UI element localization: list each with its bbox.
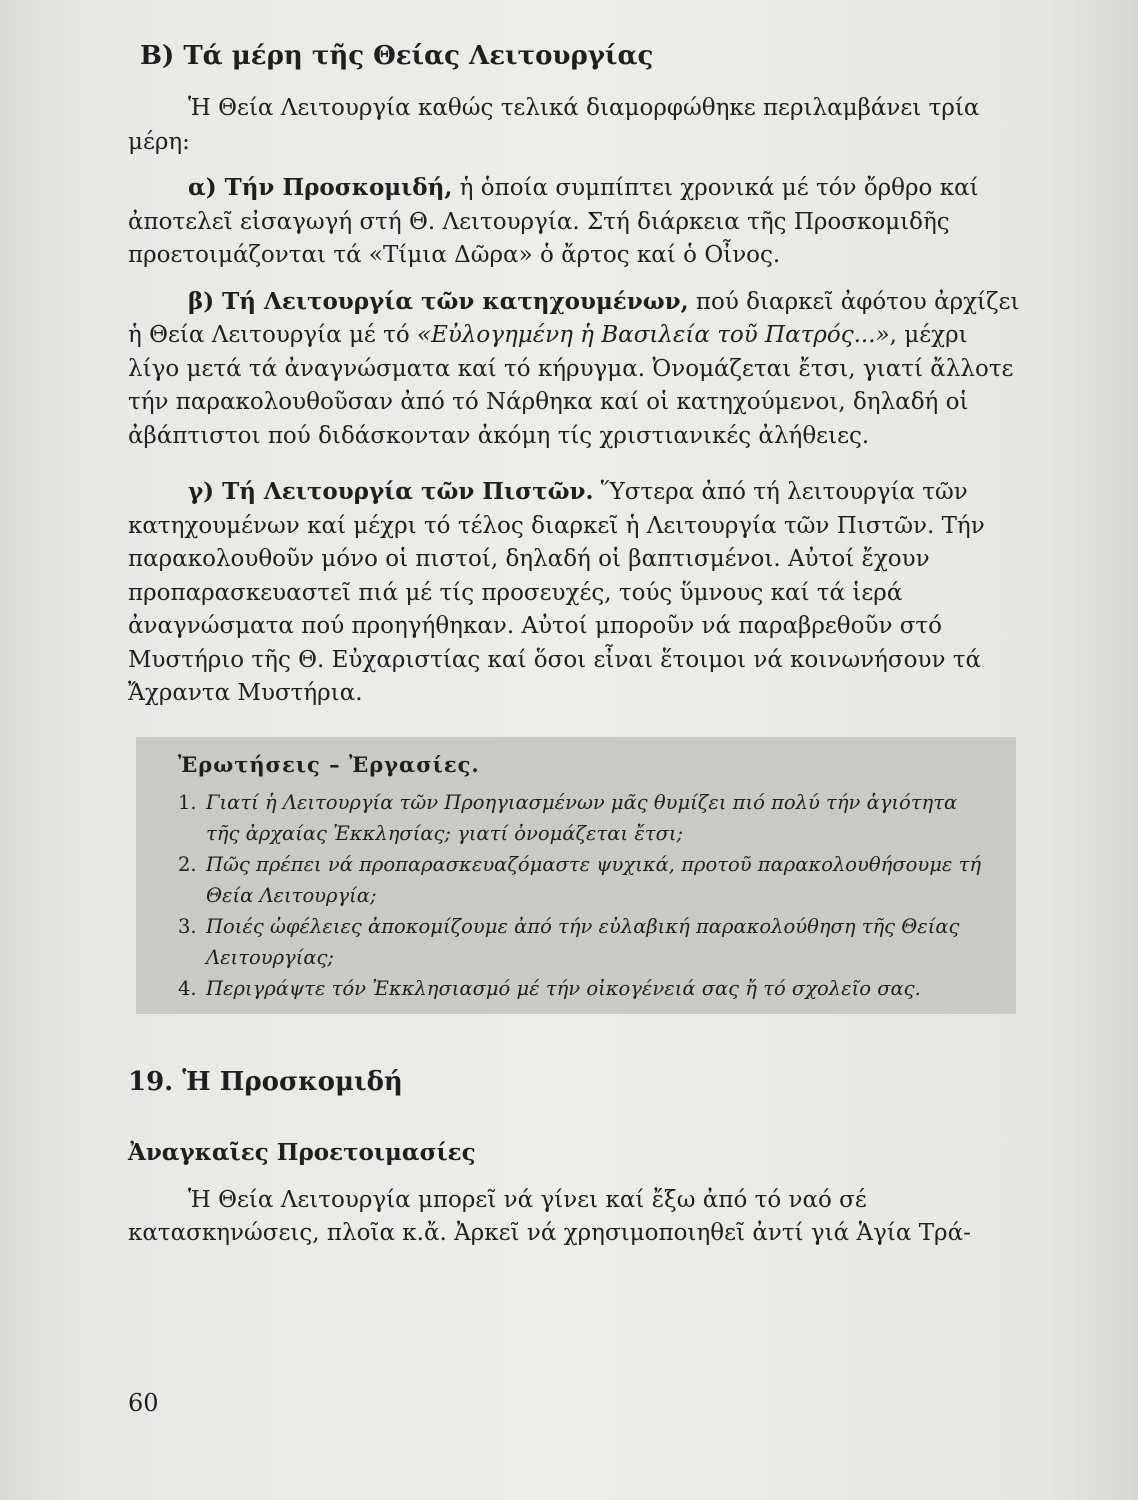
- part-b-label: β) Τή Λειτουργία τῶν κατηχουμένων,: [188, 287, 689, 315]
- chapter-title: 19. Ἡ Προσκομιδή: [128, 1066, 403, 1097]
- questions-list: [178, 787, 996, 1004]
- page-content: [128, 38, 1026, 1251]
- section-title: Β) Τά μέρη τῆς Θείας Λειτουργίας: [140, 41, 654, 71]
- page-number: 60: [128, 1389, 159, 1417]
- part-a-text: ἡ ὁποία συμπίπτει χρονικά μέ τόν ὄρθρο καί ἀποτελεῖ εἰσαγωγή στή Θ. Λειτουργία. Στή διάρκεια τῆς Προσκομιδῆς προετοιμάζονται τά «Τίμια Δῶρα» ὁ ἄρτος καί ὁ Οἶνος.: [128, 175, 979, 268]
- questions-title: Ἐρωτήσεις – Ἐργασίες.: [178, 751, 480, 777]
- question-text: Περιγράψτε τόν Ἐκκλησιασμό μέ τήν οἰκογένειά σας ἤ τό σχολεῖο σας.: [206, 976, 921, 1000]
- question-number: 4.: [178, 976, 197, 1000]
- part-b-text-before: πού διαρκεῖ ἀφότου ἀρχίζει ἡ Θεία Λειτουργία μέ τό: [128, 288, 1020, 348]
- question-number: 2.: [178, 852, 197, 876]
- part-b-paragraph: [128, 285, 1026, 454]
- question-number: 3.: [178, 914, 197, 938]
- part-c-text: Ὕστερα ἀπό τή λειτουργία τῶν κατηχουμένων καί μέχρι τό τέλος διαρκεῖ ἡ Λειτουργία τῶν Πιστῶν. Τήν παρακολουθοῦν μόνο οἱ πιστοί, δηλαδή οἱ βαπτισμένοι. Αὐτοί ἔχουν προπαρασκευαστεῖ πιά μέ τίς προσευχές, τούς ὕμνους καί τά ἱερά ἀναγνώσματα πού προηγήθηκαν. Αὐτοί μποροῦν νά παραβρεθοῦν στό Μυστήριο τῆς Θ. Εὐχαριστίας καί ὅσοι εἶναι ἕτοιμοι νά κοινωνήσουν τά Ἄχραντα Μυστήρια.: [128, 479, 985, 706]
- part-b-quote: «Εὐλογημένη ἡ Βασιλεία τοῦ Πατρός...»: [417, 322, 890, 348]
- question-item: [178, 849, 996, 911]
- part-b-text-after: , μέχρι λίγο μετά τά ἀναγνώσματα καί τό κήρυγμα. Ὀνομάζεται ἔτσι, γιατί ἄλλοτε τήν παρακολουθοῦσαν ἀπό τό Νάρθηκα καί οἱ κατηχούμενοι, δηλαδή οἱ ἀβάπτιστοι πού διδάσκονταν ἀκόμη τίς χριστιανικές ἀλήθειες.: [128, 322, 1014, 449]
- question-item: [178, 973, 996, 1004]
- part-a-label: α) Τήν Προσκομιδή,: [188, 174, 453, 201]
- question-number: 1.: [178, 790, 197, 814]
- intro-paragraph: Ἡ Θεία Λειτουργία καθώς τελικά διαμορφώθηκε περιλαμβάνει τρία μέρη:: [128, 95, 980, 155]
- question-text: Ποιές ὠφέλειες ἀποκομίζουμε ἀπό τήν εὐλαβική παρακολούθηση τῆς Θείας Λειτουργίας;: [206, 914, 960, 969]
- part-a-paragraph: [128, 171, 1026, 273]
- chapter-subtitle: Ἀναγκαῖες Προετοιμασίες: [128, 1138, 476, 1166]
- questions-box: [136, 737, 1016, 1014]
- question-text: Γιατί ἡ Λειτουργία τῶν Προηγιασμένων μᾶς θυμίζει πιό πολύ τήν ἁγιότητα τῆς ἀρχαίας Ἐκκλησίας; γιατί ὀνομάζεται ἔτσι;: [206, 790, 958, 845]
- part-c-paragraph: [128, 475, 1026, 711]
- question-item: [178, 787, 996, 849]
- question-item: [178, 911, 996, 973]
- question-text: Πῶς πρέπει νά προπαρασκευαζόμαστε ψυχικά, προτοῦ παρακολουθήσουμε τή Θεία Λειτουργία;: [206, 852, 982, 907]
- part-c-label: γ) Τή Λειτουργία τῶν Πιστῶν.: [188, 478, 594, 505]
- chapter-paragraph: Ἡ Θεία Λειτουργία μπορεῖ νά γίνει καί ἔξω ἀπό τό ναό σέ κατασκηνώσεις, πλοῖα κ.ἄ. Ἀρκεῖ νά χρησιμοποιηθεῖ ἀντί γιά Ἁγία Τρά-: [128, 1186, 971, 1246]
